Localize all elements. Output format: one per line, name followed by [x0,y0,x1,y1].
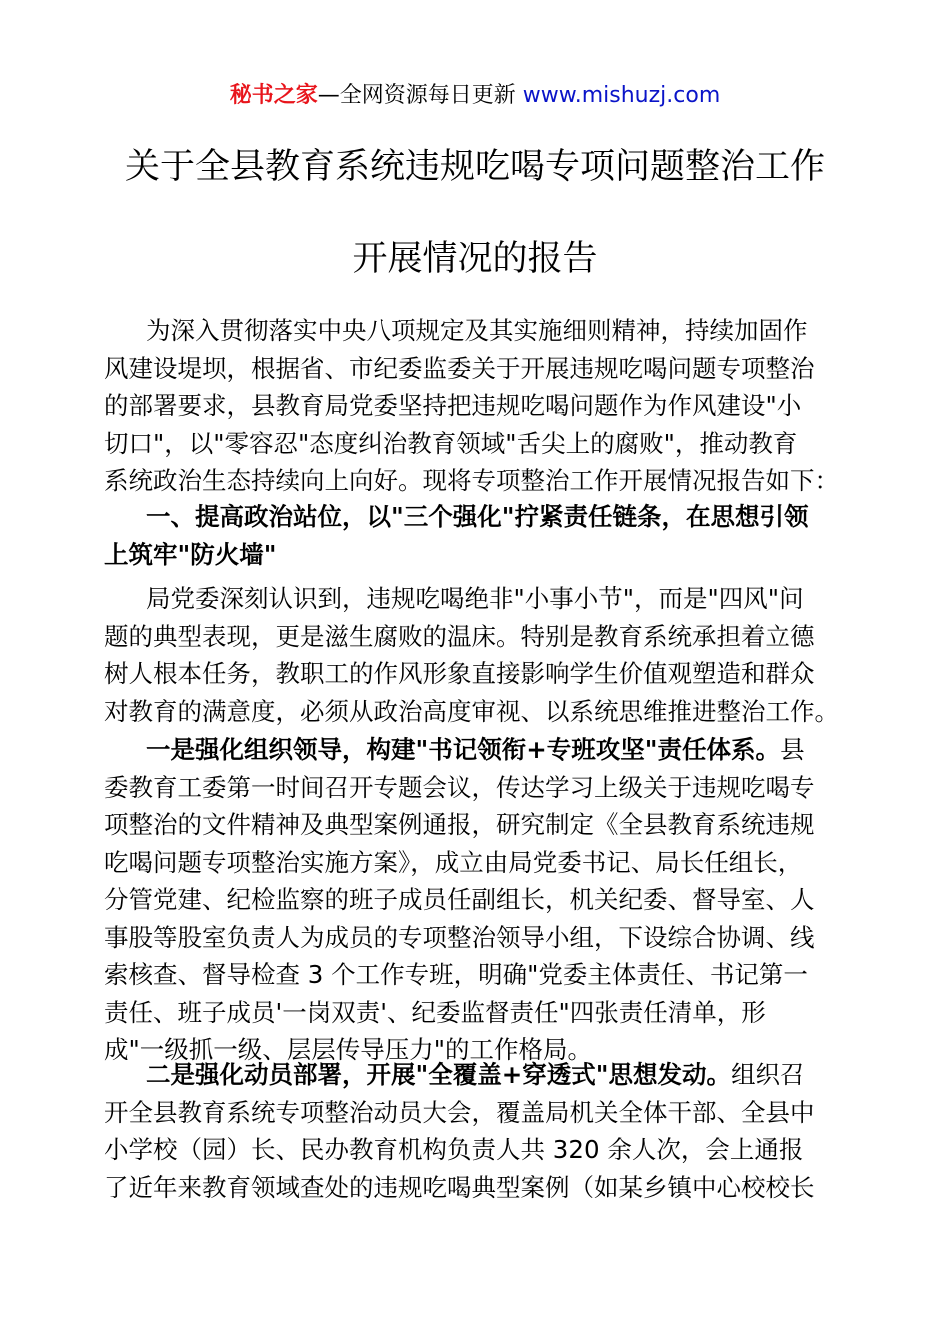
text-line: 的部署要求，县教育局党委坚持把违规吃喝问题作为作风建设"小 [104,391,802,420]
site-url-link[interactable]: www.mishuzj.com [522,83,721,108]
text-line: 事股等股室负责人为成员的专项整治领导小组，下设综合协调、线 [104,922,815,952]
text-line: 风建设堤坝，根据省、市纪委监委关于开展违规吃喝问题专项整治 [104,353,815,383]
text-line: 成"一级抓一级、层层传导压力"的工作格局。 [104,1035,593,1064]
brand-name: 秘书之家 [229,83,318,108]
banner-slogan: —全网资源每日更新 [317,83,516,108]
document-title-line-1: 关于全县教育系统违规吃喝专项问题整治工作 [124,147,825,187]
point-2-lead-rest: 组织召 [731,1060,805,1089]
intro-paragraph [104,312,874,500]
point-1-lead-rest: 县 [780,735,805,764]
text-line: 分管党建、纪检监察的班子成员任副组长，机关纪委、督导室、人 [104,885,815,914]
text-line: 索核查、督导检查 3 个工作专班，明确"党委主体责任、书记第一 [104,960,808,989]
text-line: 局党委深刻认识到，违规吃喝绝非"小事小节"，而是"四风"问 [146,584,804,613]
text-line: 责任、班子成员'一岗双责'、纪委监督责任"四张责任清单，形 [104,997,766,1027]
point-1-paragraph [104,731,874,1069]
heading-line: 一、提高政治站位，以"三个强化"拧紧责任链条，在思想引领 [146,502,809,531]
point-2-paragraph [104,1056,874,1206]
text-line: 吃喝问题专项整治实施方案》，成立由局党委书记、局长任组长， [104,847,803,877]
text-line: 小学校（园）长、民办教育机构负责人共 320 余人次，会上通报 [104,1135,804,1164]
site-banner [0,80,950,112]
point-2-lead: 二是强化动员部署，开展"全覆盖+穿透式"思想发动。 [146,1060,732,1089]
section-1-heading [104,498,874,573]
text-line: 项整治的文件精神及典型案例通报，研究制定《全县教育系统违规 [104,810,815,839]
text-line: 为深入贯彻落实中央八项规定及其实施细则精神，持续加固作 [146,316,808,345]
document-title-line-2: 开展情况的报告 [352,239,598,279]
text-line: 系统政治生态持续向上向好。现将专项整治工作开展情况报告如下： [104,466,839,495]
text-line [104,731,874,769]
text-line: 切口"，以"零容忍"态度纠治教育领域"舌尖上的腐败"，推动教育 [104,428,798,458]
text-line: 树人根本任务，教职工的作风形象直接影响学生价值观塑造和群众 [104,659,815,688]
text-line: 开全县教育系统专项整治动员大会，覆盖局机关全体干部、全县中 [104,1097,815,1127]
text-line: 了近年来教育领域查处的违规吃喝典型案例（如某乡镇中心校校长 [104,1172,815,1202]
text-line: 题的典型表现，更是滋生腐败的温床。特别是教育系统承担着立德 [104,621,815,651]
heading-line: 上筑牢"防火墙" [104,539,277,569]
text-line: 对教育的满意度，必须从政治高度审视、以系统思维推进整治工作。 [104,696,839,726]
text-line [104,1056,874,1094]
text-line: 委教育工委第一时间召开专题会议，传达学习上级关于违规吃喝专 [104,772,815,802]
point-1-lead: 一是强化组织领导，构建"书记领衔+专班攻坚"责任体系。 [146,735,781,764]
section-1-paragraph [104,580,874,730]
